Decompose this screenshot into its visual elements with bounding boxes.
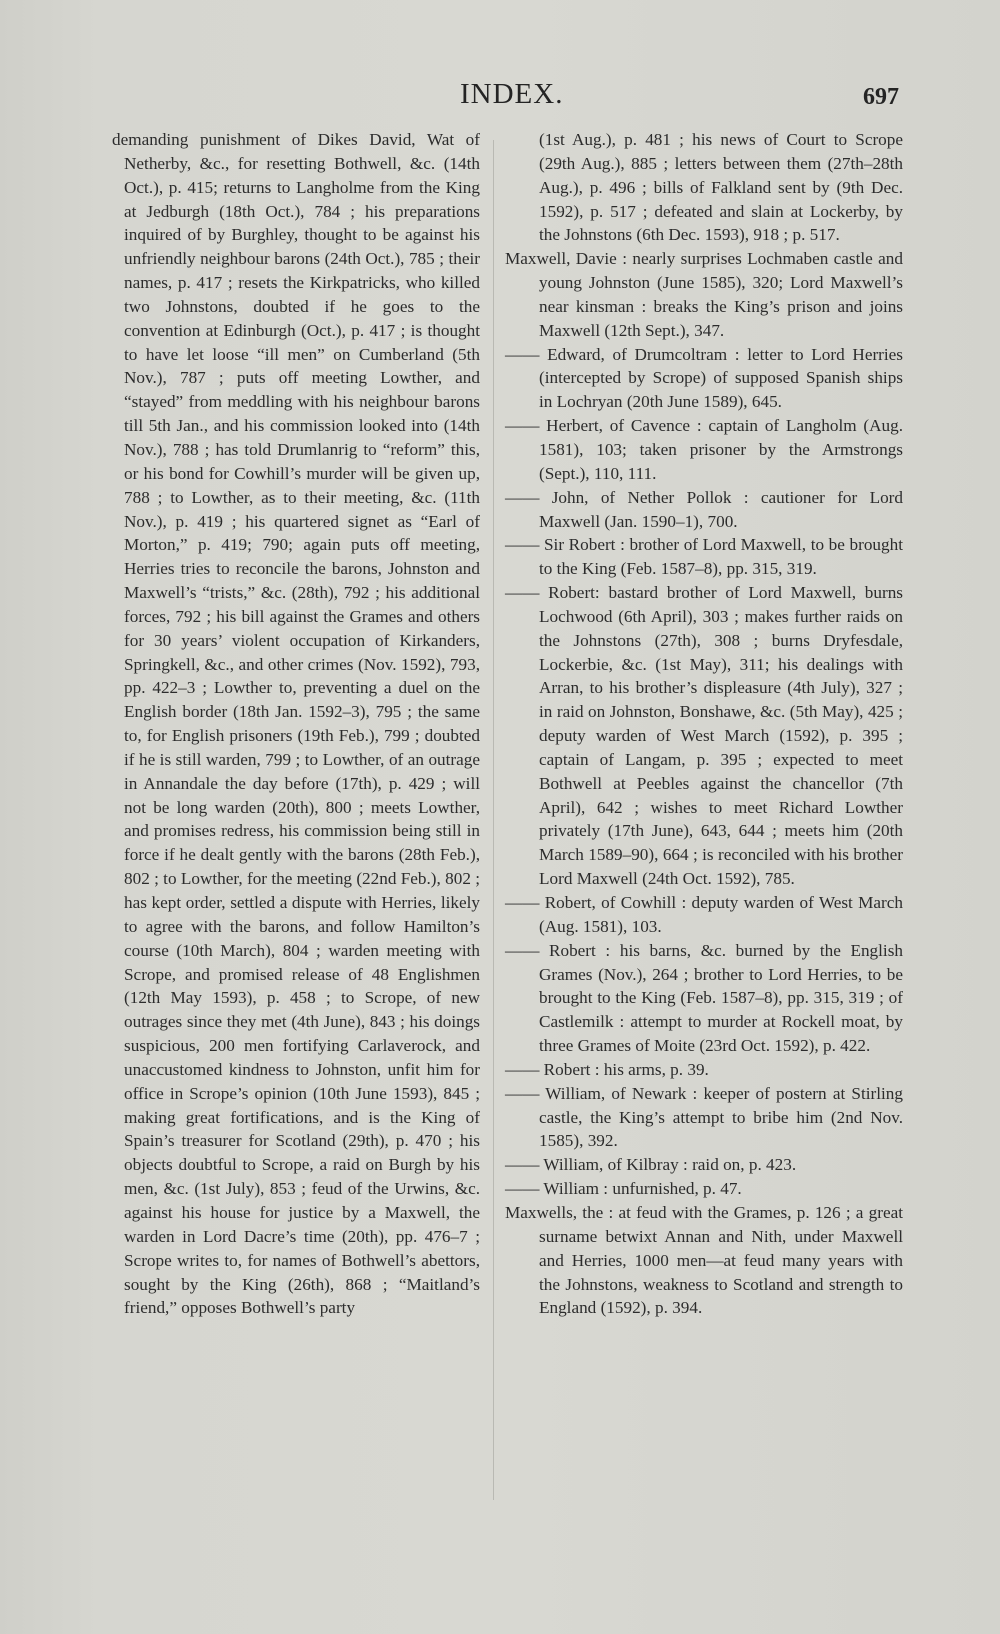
index-entry: —— Robert: bastard brother of Lord Maxwell, burns Lochwood (6th April), 303 ; makes further raids on the Johnstons (27th), 308 ; burns Dryfesdale, Lockerbie, &c. (1st May), 311; his dealings with Arran, to his brother’s displeasure (4th July), 327 ; in raid on Johnston, Bonshawe, &c. (5th May), 425 ; deputy warden of West March (1592), p. 395 ; captain of Langam, p. 395 ; expected to meet Bothwell at Peebles against the chancellor (7th April), 642 ; wishes to meet Richard Lowther privately (17th June), 643, 644 ; meets him (20th March 1589–90), 664 ; is reconciled with his brother Lord Maxwell (24th Oct. 1592), 785. [505,583,903,889]
index-entry: Maxwells, the : at feud with the Grames, p. 126 ; a great surname betwixt Annan and Nith, under Maxwell and Herries, 1000 men—at feud many years with the Johnstons, weakness to Scotland and strength to England (1592), p. 394. [505,1202,903,1318]
index-entry: —— William, of Kilbray : raid on, p. 423. [505,1155,797,1175]
page-number: 697 [863,84,899,110]
index-entry: —— Herbert, of Cavence : captain of Langholm (Aug. 1581), 103; taken prisoner by the Armstrongs (Sept.), 110, 111. [505,416,903,483]
index-entry: —— Robert, of Cowhill : deputy warden of West March (Aug. 1581), 103. [505,893,903,936]
running-header [0,78,1000,112]
index-entry: (1st Aug.), p. 481 ; his news of Court to Scrope (29th Aug.), 885 ; letters between them (27th–28th Aug.), p. 496 ; bills of Falkland sent by (9th Dec. 1592), p. 517 ; defeated and slain at Lockerby, by the Johnstons (6th Dec. 1593), 918 ; p. 517. [539,130,903,245]
left-column [112,128,480,1320]
index-entry: —— Robert : his arms, p. 39. [505,1059,709,1079]
index-entry: —— Robert : his barns, &c. burned by the English Grames (Nov.), 264 ; brother to Lord Herries, to be brought to the King (Feb. 1587–8), pp. 315, 319 ; of Castlemilk : attempt to murder at Rockell moat, by three Grames of Moite (23rd Oct. 1592), p. 422. [505,940,903,1056]
index-entry: —— William : unfurnished, p. 47. [505,1179,742,1199]
page-title: INDEX. [460,78,564,110]
index-entry: —— John, of Nether Pollok : cautioner for Lord Maxwell (Jan. 1590–1), 700. [505,487,903,531]
index-entry: —— Sir Robert : brother of Lord Maxwell, to be brought to the King (Feb. 1587–8), pp. 315, 319. [505,535,903,579]
index-entry: —— William, of Newark : keeper of postern at Stirling castle, the King’s attempt to bribe him (2nd Nov. 1585), 392. [505,1083,903,1151]
column-divider [493,140,494,1500]
index-entry: —— Edward, of Drumcoltram : letter to Lord Herries (intercepted by Scrope) of supposed Spanish ships in Lochryan (20th June 1589), 645. [505,344,903,412]
right-column [505,128,903,1320]
index-entry: demanding punishment of Dikes David, Wat of Netherby, &c., for resetting Bothwell, &c. (14th Oct.), p. 415; returns to Langholme from the King at Jedburgh (18th Oct.), 784 ; his preparations inquired of by Burghley, thought to be against his unfriendly neighbour barons (24th Oct.), 785 ; their names, p. 417 ; resets the Kirkpatricks, who killed two Johnstons, doubted if he goes to the convention at Edinburgh (Oct.), p. 417 ; is thought to have let loose “ill men” on Cumberland (5th Nov.), 787 ; puts off meeting Lowther, and “stayed” from meddling with his neighbour barons till 5th Jan., and his commission looked into (14th Nov.), 788 ; has told Drumlanrig to “reform” this, or his bond for Cowhill’s murder will be given up, 788 ; to Lowther, as to their meeting, &c. (11th Nov.), p. 419 ; his quartered signet as “Earl of Morton,” p. 419; 790; again puts off meeting, Herries tries to reconcile the barons, Johnston and Maxwell’s “trists,” &c. (28th), 792 ; his additional forces, 792 ; his bill against the Grames and others for 30 years’ violent occupation of Kirkanders, Springkell, &c., and other crimes (Nov. 1592), 793, pp. 422–3 ; Lowther to, preventing a duel on the English border (18th Jan. 1592–3), 795 ; the same to, for English prisoners (19th Feb.), 799 ; doubted if he is still warden, 799 ; to Lowther, of an outrage in Annandale the day before (17th), p. 429 ; will not be long warden (20th), 800 ; meets Lowther, and promises redress, his commission being still in force if he dealt gently with the barons (28th Feb.), 802 ; to Lowther, for the meeting (22nd Feb.), 802 ; has kept order, settled a dispute with Herries, likely to agree with the barons, and follow Hamilton’s course (10th March), 804 ; warden meeting with Scrope, and promised release of 48 Englishmen (12th May 1593), p. 458 ; to Scrope, of new outrages since they met (4th June), 843 ; his doings suspicious, 200 men fortifying Carlaverock, and unaccustomed kindness to Johnston, unfit him for office in Scrope’s opinion (10th June 1593), 845 ; making great fortifications, and is the King of Spain’s treasurer for Scotland (29th), p. 470 ; his objects doubtful to Scrope, a raid on Burgh by his men, &c. (1st July), 853 ; feud of the Urwins, &c. against his house for justice by a Maxwell, the warden in Lord Dacre’s time (20th), pp. 476–7 ; Scrope writes to, for names of Bothwell’s abettors, sought by the King (26th), 868 ; “Maitland’s friend,” opposes Bothwell’s party [112,130,480,1318]
index-entry: Maxwell, Davie : nearly surprises Lochmaben castle and young Johnston (June 1585), 320; Lord Maxwell’s near kinsman : breaks the King’s prison and joins Maxwell (12th Sept.), 347. [505,249,903,340]
